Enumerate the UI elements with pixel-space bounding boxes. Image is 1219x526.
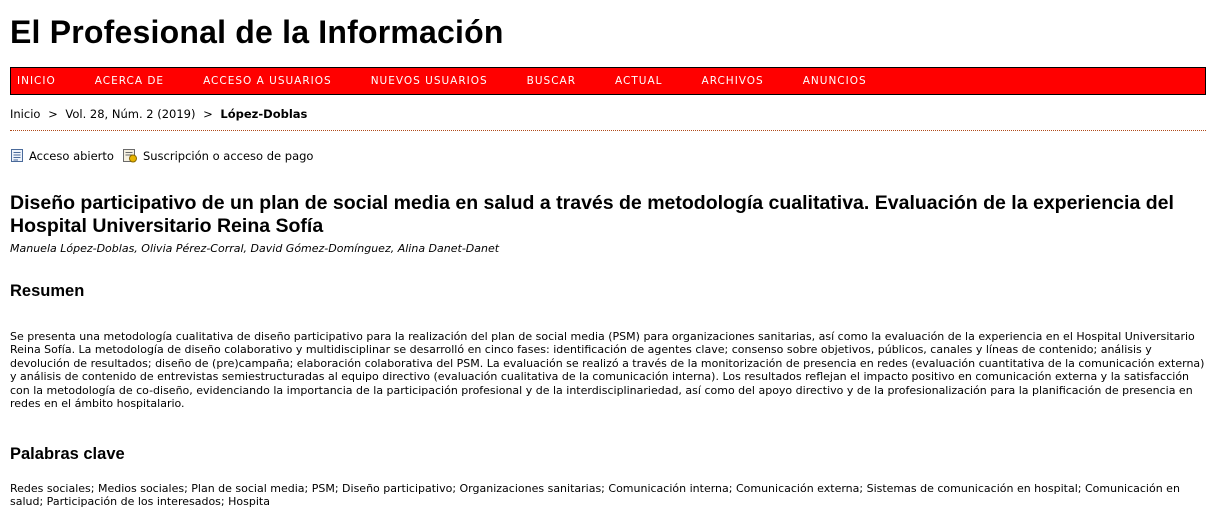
paid-access-item xyxy=(122,148,313,163)
paid-access-label: Suscripción o acceso de pago xyxy=(142,148,314,163)
nav-anuncios[interactable]: ANUNCIOS xyxy=(802,75,867,87)
breadcrumb-home[interactable]: Inicio xyxy=(10,107,41,121)
breadcrumb-separator: > xyxy=(203,107,213,121)
nav-buscar[interactable]: BUSCAR xyxy=(526,75,577,87)
access-legend xyxy=(10,148,321,163)
breadcrumb-issue[interactable]: Vol. 28, Núm. 2 (2019) xyxy=(65,107,196,121)
article-title: Diseño participativo de un plan de social media en salud a través de metodología cualitativa. Evaluación de la experiencia del Hospital Universitario Reina Sofía xyxy=(10,192,1174,237)
breadcrumb xyxy=(10,107,307,121)
breadcrumb-current[interactable]: López-Doblas xyxy=(220,107,308,121)
open-access-item xyxy=(10,148,114,163)
nav-actual[interactable]: ACTUAL xyxy=(615,75,663,87)
article-authors: Manuela López-Doblas, Olivia Pérez-Corral, David Gómez-Domínguez, Alina Danet-Danet xyxy=(10,242,500,255)
nav-nuevos-usuarios[interactable]: NUEVOS USUARIOS xyxy=(370,75,488,87)
nav-acceso-a-usuarios[interactable]: ACCESO A USUARIOS xyxy=(203,75,332,87)
breadcrumb-separator: > xyxy=(48,107,58,121)
abstract-text: Se presenta una metodología cualitativa de diseño participativo para la realización del plan de social media (PSM) para organizaciones sanitarias, así como la evaluación de la experiencia en el Hospital Universitario Reina Sofía. La metodología de diseño colaborativo y multidisciplinar se desarrolló en cinco fases: identificación de agentes clave; consenso sobre objetivos, públicos, canales y líneas de contenido; análisis y devolución de resultados; diseño de (pre)campaña; elaboración colaborativa del PSM. La evaluación se realizó a través de la monitorización de presencia en redes (evaluación cuantitativa de la comunicación externa) y análisis de contenido de entrevistas semiestructuradas al equipo directivo (evaluación cualitativa de la comunicación interna). Los resultados reflejan el impacto positivo en comunicación externa y la satisfacción con la metodología de co-diseño, evidenciando la importancia de la participación profesional y de la interdisciplinariedad, así como del apoyo directivo y de la profesionalización para la planificación de presencia en redes en el ámbito hospitalario. xyxy=(10,330,1205,411)
divider xyxy=(10,130,1206,131)
open-access-icon xyxy=(10,148,24,163)
site-title: El Profesional de la Información xyxy=(10,14,504,50)
nav-inicio[interactable]: INICIO xyxy=(17,75,56,87)
abstract-heading: Resumen xyxy=(10,282,85,300)
keywords-heading: Palabras clave xyxy=(10,445,125,463)
keywords-text: Redes sociales; Medios sociales; Plan de social media; PSM; Diseño participativo; Organizaciones sanitarias; Comunicación interna; Comunicación externa; Sistemas de comunicación en hospital; Comunicación en salud; Participación de los interesados; Hospita xyxy=(10,482,1180,509)
paid-access-icon xyxy=(122,148,138,163)
nav-archivos[interactable]: ARCHIVOS xyxy=(701,75,764,87)
nav-acerca-de[interactable]: ACERCA DE xyxy=(94,75,165,87)
open-access-label: Acceso abierto xyxy=(29,148,114,163)
main-nav xyxy=(10,67,1206,95)
